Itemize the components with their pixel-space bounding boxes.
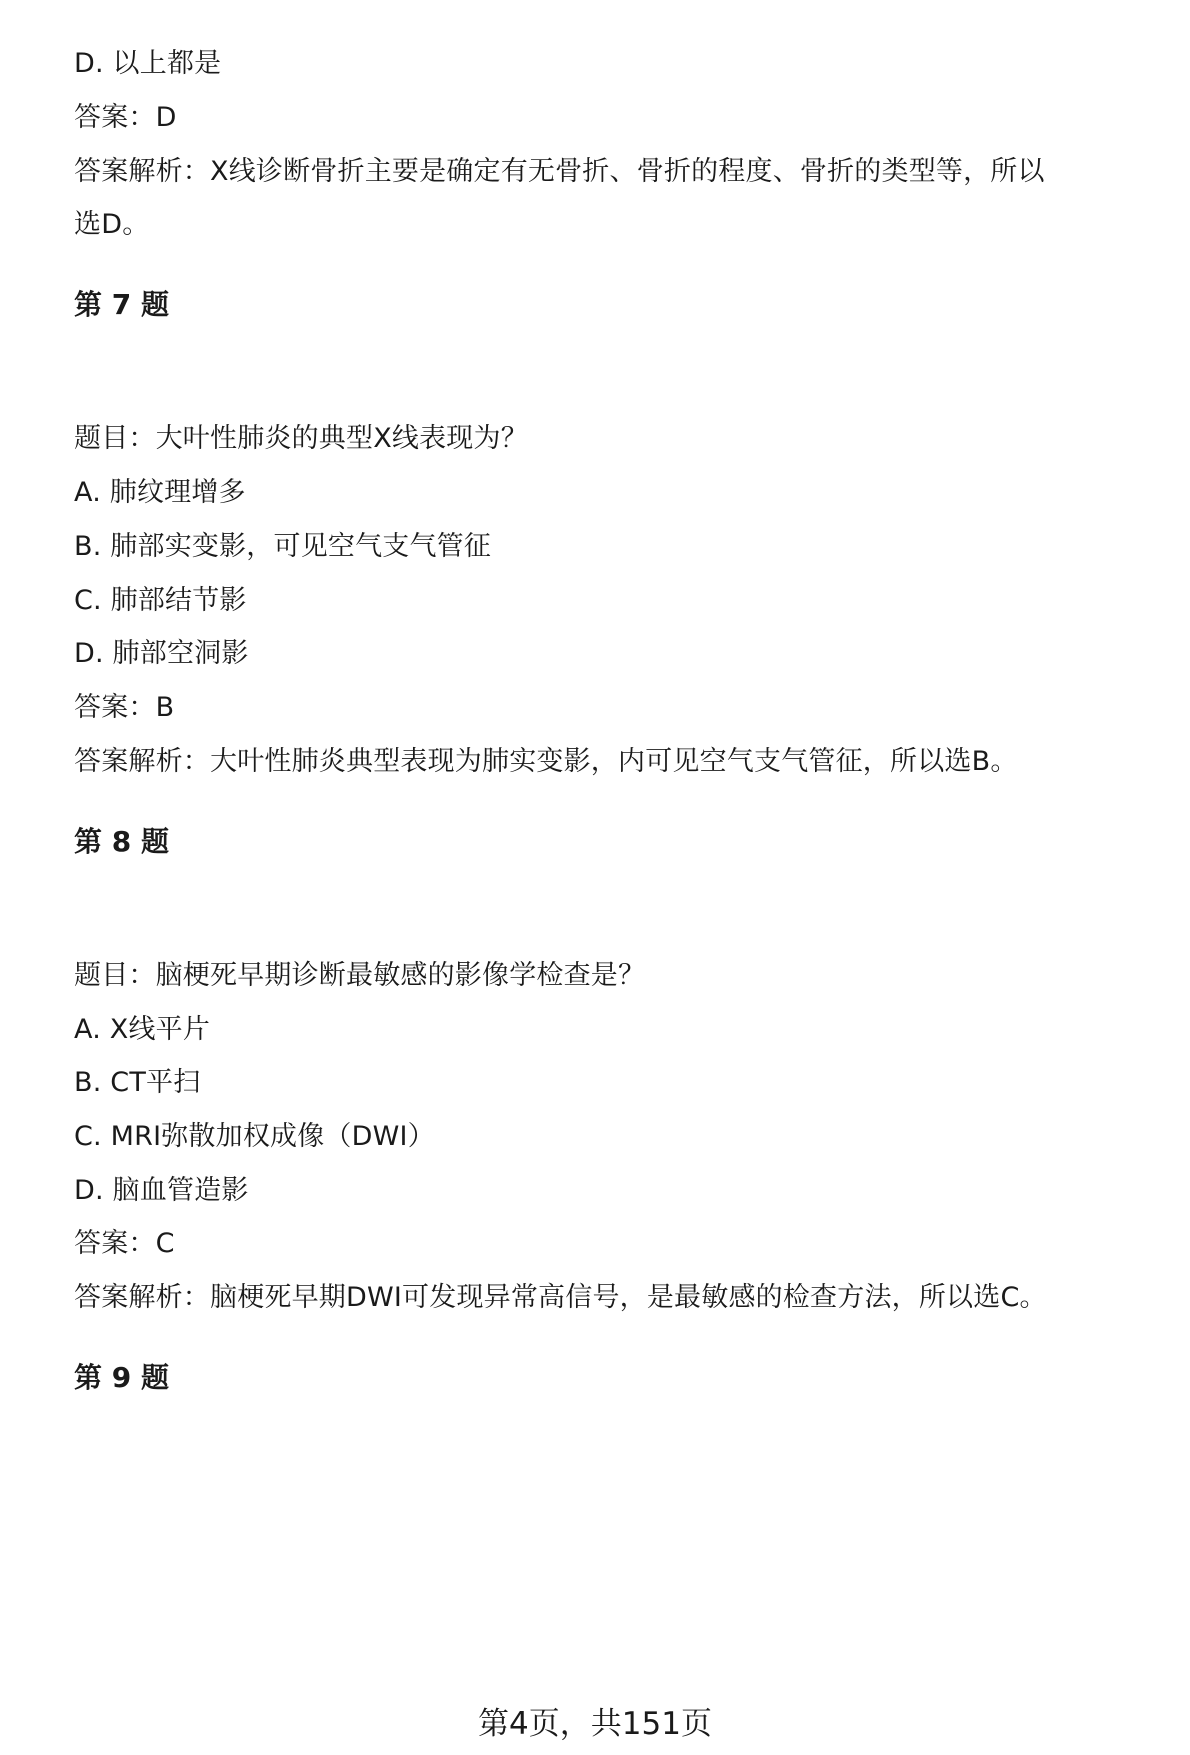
answer: 答案：D xyxy=(74,102,177,133)
option-b: B. CT平扫 xyxy=(74,1067,201,1098)
option-c: C. 肺部结节影 xyxy=(74,585,247,616)
question-heading: 第 8 题 xyxy=(74,825,169,858)
option-d: D. 脑血管造影 xyxy=(74,1175,249,1206)
page-number: 第4页，共151页 xyxy=(478,1706,712,1742)
question-heading: 第 7 题 xyxy=(74,288,169,321)
option-d: D. 以上都是 xyxy=(74,48,222,79)
option-a: A. 肺纹理增多 xyxy=(74,477,246,508)
answer-analysis-continued: 选D。 xyxy=(74,209,150,240)
answer-analysis: 答案解析：X线诊断骨折主要是确定有无骨折、骨折的程度、骨折的类型等，所以 xyxy=(74,156,1045,187)
answer-analysis: 答案解析：大叶性肺炎典型表现为肺实变影，内可见空气支气管征，所以选B。 xyxy=(74,746,1018,777)
question-stem: 题目：脑梗死早期诊断最敏感的影像学检查是？ xyxy=(74,960,646,991)
answer: 答案：B xyxy=(74,692,175,723)
option-d: D. 肺部空洞影 xyxy=(74,638,249,669)
option-a: A. X线平片 xyxy=(74,1014,211,1045)
question-heading: 第 9 题 xyxy=(74,1361,169,1394)
answer-analysis: 答案解析：脑梗死早期DWI可发现异常高信号，是最敏感的检查方法，所以选C。 xyxy=(74,1282,1047,1313)
option-b: B. 肺部实变影，可见空气支气管征 xyxy=(74,531,492,562)
question-stem: 题目：大叶性肺炎的典型X线表现为？ xyxy=(74,423,528,454)
answer: 答案：C xyxy=(74,1228,175,1259)
option-c: C. MRI弥散加权成像（DWI） xyxy=(74,1121,435,1152)
